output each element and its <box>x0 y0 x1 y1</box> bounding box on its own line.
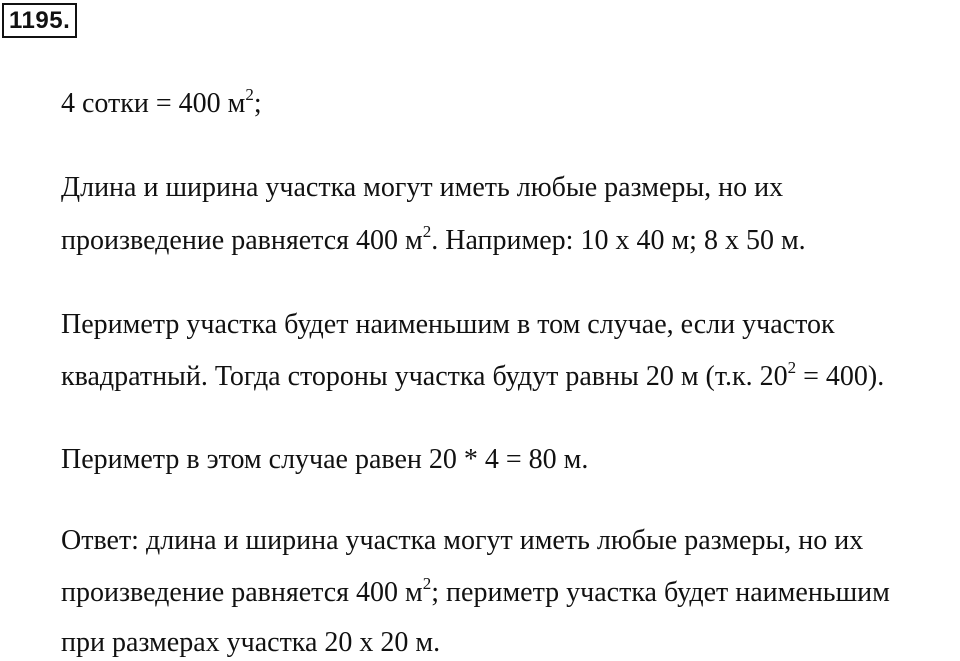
text-segment: = 400). <box>796 361 885 392</box>
superscript: 2 <box>787 357 797 377</box>
text-line-answer-start <box>61 524 863 558</box>
text-line-answer-middle <box>61 573 890 610</box>
text-line-perimeter-minimal <box>61 308 835 342</box>
text-segment: при размерах участка 20 х 20 м. <box>61 627 441 658</box>
text-segment: Длина и ширина участка могут иметь любые размеры, но их <box>61 172 784 203</box>
problem-number-badge: 1195. <box>2 3 77 38</box>
text-segment: произведение равняется 400 м <box>61 225 423 256</box>
superscript: 2 <box>422 573 432 593</box>
text-segment: ; периметр участка будет наименьшим <box>431 577 890 608</box>
text-line-square-sides <box>61 357 885 394</box>
text-line-perimeter-value <box>61 443 588 477</box>
text-segment: произведение равняется 400 м <box>61 577 423 608</box>
text-line-answer-end <box>61 626 440 660</box>
text-segment: Периметр в этом случае равен 20 * 4 = 80 м. <box>61 444 589 475</box>
text-segment: ; <box>253 88 262 119</box>
superscript: 2 <box>422 221 432 241</box>
text-segment: 4 сотки = 400 м <box>61 88 246 119</box>
text-line-area-conversion <box>61 84 262 121</box>
text-segment: квадратный. Тогда стороны участка будут равны 20 м (т.к. 20 <box>61 361 788 392</box>
text-segment: Периметр участка будет наименьшим в том случае, если участок <box>61 309 835 340</box>
text-line-product-examples <box>61 221 806 258</box>
text-segment: Ответ: длина и ширина участка могут иметь любые размеры, но их <box>61 525 864 556</box>
superscript: 2 <box>245 84 254 104</box>
text-line-dimensions-intro <box>61 171 783 205</box>
text-segment: . Например: 10 х 40 м; 8 х 50 м. <box>431 225 806 256</box>
